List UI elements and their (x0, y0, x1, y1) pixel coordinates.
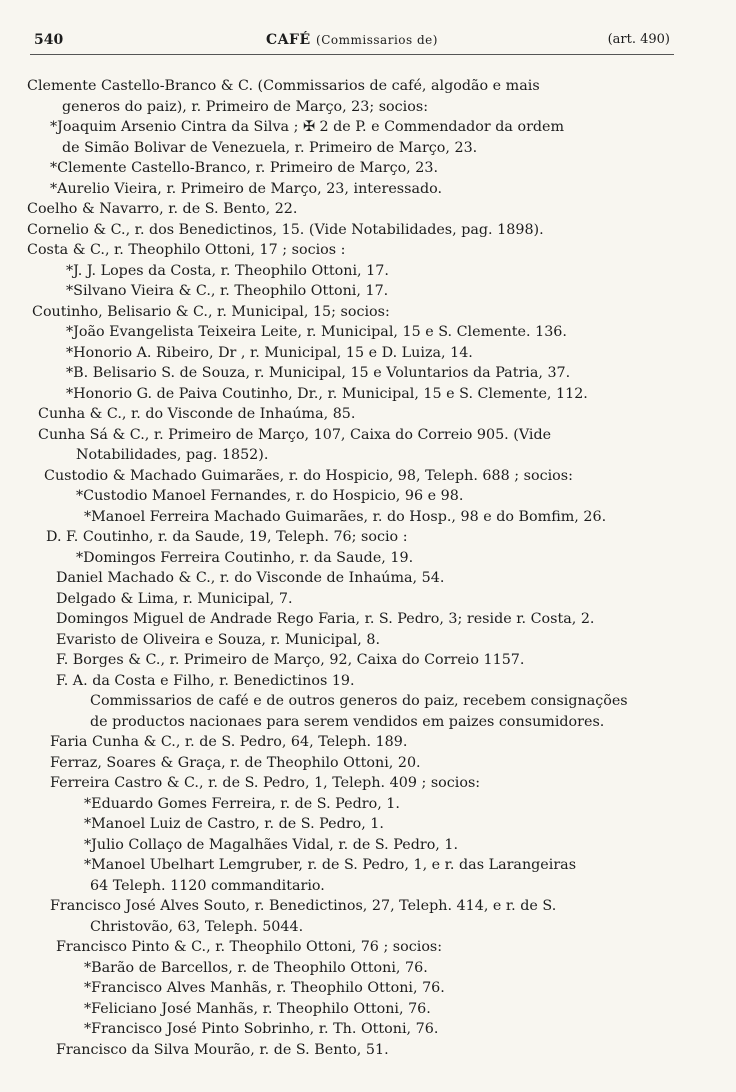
partner-line: *Eduardo Gomes Ferreira, r. de S. Pedro, 1. (84, 795, 400, 812)
entry-line: generos do paiz), r. Primeiro de Março, 23; socios: (62, 98, 429, 115)
partner-line: *Silvano Vieira & C., r. Theophilo Ottoni, 17. (66, 283, 389, 299)
entry-line: Cunha Sá & C., r. Primeiro de Março, 107, Caixa do Correio 905. (Vide (38, 426, 552, 443)
page-header (34, 32, 670, 56)
entry-line: Francisco da Silva Mourão, r. de S. Bento, 51. (56, 1041, 389, 1058)
entry-line: de Simão Bolivar de Venezuela, r. Primeiro de Março, 23. (62, 139, 478, 156)
partner-line: *Francisco Alves Manhãs, r. Theophilo Ottoni, 76. (84, 980, 445, 996)
partner-line: *Francisco José Pinto Sobrinho, r. Th. Ottoni, 76. (84, 1021, 439, 1037)
entry-line: F. A. da Costa e Filho, r. Benedictinos 19. (56, 672, 355, 689)
entry-line: F. Borges & C., r. Primeiro de Março, 92, Caixa do Correio 1157. (56, 652, 525, 668)
entry-line: Coelho & Navarro, r. de S. Bento, 22. (27, 201, 298, 217)
entry-line: Custodio & Machado Guimarães, r. do Hospicio, 98, Teleph. 688 ; socios: (44, 467, 573, 484)
header-rule (30, 54, 674, 55)
partner-line: *Honorio A. Ribeiro, Dr , r. Municipal, 15 e D. Luiza, 14. (66, 344, 473, 361)
entry-line: Christovão, 63, Teleph. 5044. (90, 918, 304, 935)
partner-line: *Barão de Barcellos, r. de Theophilo Ottoni, 76. (84, 959, 428, 976)
entry-line: D. F. Coutinho, r. da Saude, 19, Teleph. 76; socio : (46, 529, 408, 545)
partner-line: *Manoel Ubelhart Lemgruber, r. de S. Pedro, 1, e r. das Larangeiras (84, 857, 577, 873)
entry-line: Francisco Pinto & C., r. Theophilo Ottoni, 76 ; socios: (56, 939, 443, 955)
partner-line: *Aurelio Vieira, r. Primeiro de Março, 23, interessado. (50, 180, 443, 197)
partner-line: *J. J. Lopes da Costa, r. Theophilo Ottoni, 17. (66, 262, 389, 279)
entry-line: Evaristo de Oliveira e Souza, r. Municipal, 8. (56, 631, 381, 648)
entry-line: Faria Cunha & C., r. de S. Pedro, 64, Teleph. 189. (50, 734, 408, 750)
partner-line: *Feliciano José Manhãs, r. Theophilo Ottoni, 76. (84, 1000, 431, 1017)
entry-line: Domingos Miguel de Andrade Rego Faria, r. S. Pedro, 3; reside r. Costa, 2. (56, 611, 595, 627)
entry-line: Ferraz, Soares & Graça, r. de Theophilo Ottoni, 20. (50, 754, 421, 771)
entry-line: Clemente Castello-Branco & C. (Commissarios de café, algodão e mais (27, 78, 540, 94)
entry-line: Commissarios de café e de outros generos do paiz, recebem consignações (90, 693, 628, 709)
entry-line: Cornelio & C., r. dos Benedictinos, 15. (Vide Notabilidades, pag. 1898). (27, 221, 544, 238)
partner-line: *B. Belisario S. de Souza, r. Municipal, 15 e Voluntarios da Patria, 37. (66, 365, 571, 381)
entry-line: Costa & C., r. Theophilo Ottoni, 17 ; socios : (27, 242, 346, 258)
partner-line: *Custodio Manoel Fernandes, r. do Hospicio, 96 e 98. (76, 488, 464, 504)
partner-line: *Domingos Ferreira Coutinho, r. da Saude, 19. (76, 549, 414, 566)
partner-line: *Clemente Castello-Branco, r. Primeiro de Março, 23. (50, 160, 439, 176)
entry-line: Cunha & C., r. do Visconde de Inhaúma, 85. (38, 406, 356, 422)
entry-line: de productos nacionaes para serem vendidos em paizes consumidores. (90, 713, 605, 730)
article-number: (art. 490) (607, 32, 670, 47)
entry-line: 64 Teleph. 1120 commanditario. (90, 877, 325, 894)
partner-line: *Julio Collaço de Magalhães Vidal, r. de S. Pedro, 1. (84, 836, 459, 853)
partner-line: *João Evangelista Teixeira Leite, r. Municipal, 15 e S. Clemente. 136. (66, 324, 567, 340)
partner-line: *Honorio G. de Paiva Coutinho, Dr., r. Municipal, 15 e S. Clemente, 112. (66, 385, 588, 402)
partner-line: *Manoel Ferreira Machado Guimarães, r. do Hosp., 98 e do Bomfim, 26. (84, 508, 607, 525)
section-subtitle: (Commissarios de) (316, 33, 438, 47)
entry-line: Coutinho, Belisario & C., r. Municipal, 15; socios: (32, 303, 390, 320)
entry-line: Ferreira Castro & C., r. de S. Pedro, 1, Teleph. 409 ; socios: (50, 775, 481, 791)
entry-line: Francisco José Alves Souto, r. Benedictinos, 27, Teleph. 414, e r. de S. (50, 898, 557, 914)
page-number: 540 (34, 32, 64, 48)
running-title (34, 32, 670, 48)
partner-line: *Manoel Luiz de Castro, r. de S. Pedro, 1. (84, 816, 384, 832)
partner-line: *Joaquim Arsenio Cintra da Silva ; ✠ 2 de P. e Commendador da ordem (50, 119, 565, 135)
entry-line: Delgado & Lima, r. Municipal, 7. (56, 590, 293, 607)
directory-listing (0, 76, 736, 1060)
section-title: CAFÉ (266, 32, 311, 48)
entry-line: Daniel Machado & C., r. do Visconde de Inhaúma, 54. (56, 570, 445, 586)
entry-line: Notabilidades, pag. 1852). (76, 447, 269, 463)
